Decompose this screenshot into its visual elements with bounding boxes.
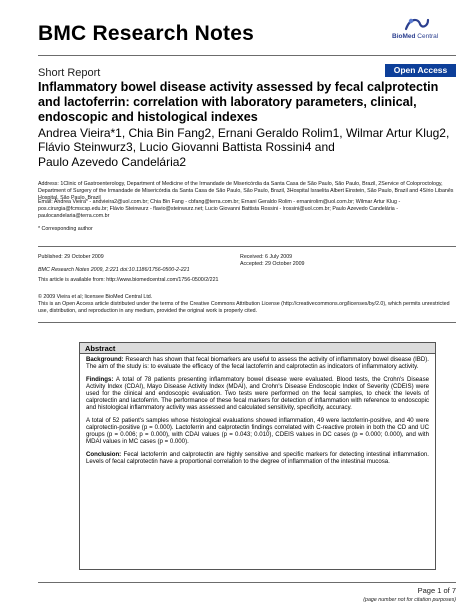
page-note: (page number not for citation purposes) [363, 597, 456, 603]
corresponding-author-note: * Corresponding author [38, 226, 93, 232]
author-list [38, 126, 456, 169]
abstract-heading: Abstract [80, 343, 435, 354]
article-url: This article is available from: http://www.biomedcentral.com/1756-0500/2/221 [38, 277, 219, 283]
copyright-block [38, 294, 456, 314]
open-access-badge: Open Access [385, 64, 456, 77]
abstract-findings-results: A total of 52 patient's samples whose histological evaluations showed inflammation, 49 were lactoferrin-positive, and 40 were calprotectin-positive (p = 0.000). Lactoferrin and calprotectin findings correlated with C-reactive protein in both the CD and UC groups (p = 0.006; p = 0.000), with CDAI values (p = 0.043; 0.010), CDEIS values in DC cases (p = 0.000; 0.000), and with MDAI values in MC cases (p = 0.000). [86, 416, 429, 446]
header-divider [38, 55, 456, 56]
author-line: Andrea Vieira*1, Chia Bin Fang2, Ernani Geraldo Rolim1, Wilmar Artur Klug2, [38, 126, 450, 140]
publication-info [38, 254, 190, 274]
logo-text: BioMed Central [392, 33, 439, 40]
abstract-body [86, 356, 429, 470]
biomed-central-logo [392, 16, 454, 44]
article-title: Inflammatory bowel disease activity assessed by fecal calprotectin and lactoferrin: correlation with laboratory parameters, clinical, endoscopic and histological indexes [38, 80, 439, 124]
accepted-date: Accepted: 29 October 2009 [240, 260, 305, 267]
received-date: Received: 6 July 2009 [240, 254, 293, 260]
affiliation-address: Address: 1Clinic of Gastroenterology, Department of Medicine of the Irmandade de Misericórdia da Santa Casa de São Paulo, São Paulo, Brazil, 2Service of Coloproctology, Department of Surgery of the Irmandade de Misericórdia da Santa Casa de São Paulo, São Paulo, Brazil, 3Hospital Israelita Albert Einstein, São Paulo, Brazil and 4Sírio Libanês Hospital, São Paulo, Brazil [38, 181, 454, 201]
meta-divider [38, 246, 456, 247]
page-number: Page 1 of 7 [417, 586, 456, 595]
article-type: Short Report [38, 67, 101, 79]
copyright-line: © 2009 Vieira et al; licensee BioMed Central Ltd. [38, 294, 153, 300]
license-text: This is an Open Access article distributed under the terms of the Creative Commons Attribution License (http://creativecommons.org/licenses/by/2.0), which permits unrestricted use, distribution, and reproduction in any medium, provided the original work is properly cited. [38, 300, 450, 314]
author-line: Flávio Steinwurz3, Lucio Giovanni Battista Rossini4 and [38, 140, 335, 155]
license-divider [38, 322, 456, 323]
abstract-box [79, 342, 436, 570]
author-line: Paulo Azevedo Candelária2 [38, 154, 187, 169]
published-date: Published: 29 October 2009 [38, 254, 104, 260]
review-dates [240, 254, 305, 268]
author-emails: Email: Andrea Vieira* - andvieira2@uol.com.br; Chia Bin Fang - cbfang@terra.com.br; Ernani Geraldo Rolim - ernanirolim@uol.com.br; Wilmar Artur Klug - pos.cirurgia@fcmscsp.edu.br; Flávio Steinwurz - flavio@steinwurz.net; Lucio Giovanni Battista Rossini - lrossini@uol.com.br; Paulo Azevedo Candelária - paulocandelaria@terra.com.br [38, 199, 401, 219]
logo-swirl-icon [404, 16, 430, 33]
abstract-background: Background: Research has shown that fecal biomarkers are useful to assess the activity of inflammatory bowel disease (IBD). The aim of the study is: to evaluate the efficacy of the fecal lactoferrin and calprotectin as indicators of inflammatory activity. [86, 356, 429, 371]
citation: BMC Research Notes 2009, 2:221 doi:10.1186/1756-0500-2-221 [38, 266, 190, 273]
abstract-findings: Findings: A total of 78 patients presenting inflammatory bowel disease were evaluated. Blood tests, the Crohn's Disease Activity Index (CDAI), Mayo Disease Activity Index (MDAI), and Crohn's Disease Endoscopic Index of Severity (CDEIS) were used for the clinical and endoscopic evaluation. Two tests were performed on the fecal samples, to check the levels of calprotectin and lactoferrin. The performance of these fecal markers for detection of inflammation with reference to endoscopic and histological inflammatory activity was assessed and calculated sensitivity, specificity, accuracy. [86, 375, 429, 412]
footer-divider [38, 582, 456, 583]
abstract-conclusion: Conclusion: Fecal lactoferrin and calprotectin are highly sensitive and specific markers for detecting intestinal inflammation. Levels of fecal calprotectin have a proportional correlation to the degree of inflammation of the intestinal mucosa. [86, 450, 429, 465]
journal-title: BMC Research Notes [38, 22, 254, 45]
